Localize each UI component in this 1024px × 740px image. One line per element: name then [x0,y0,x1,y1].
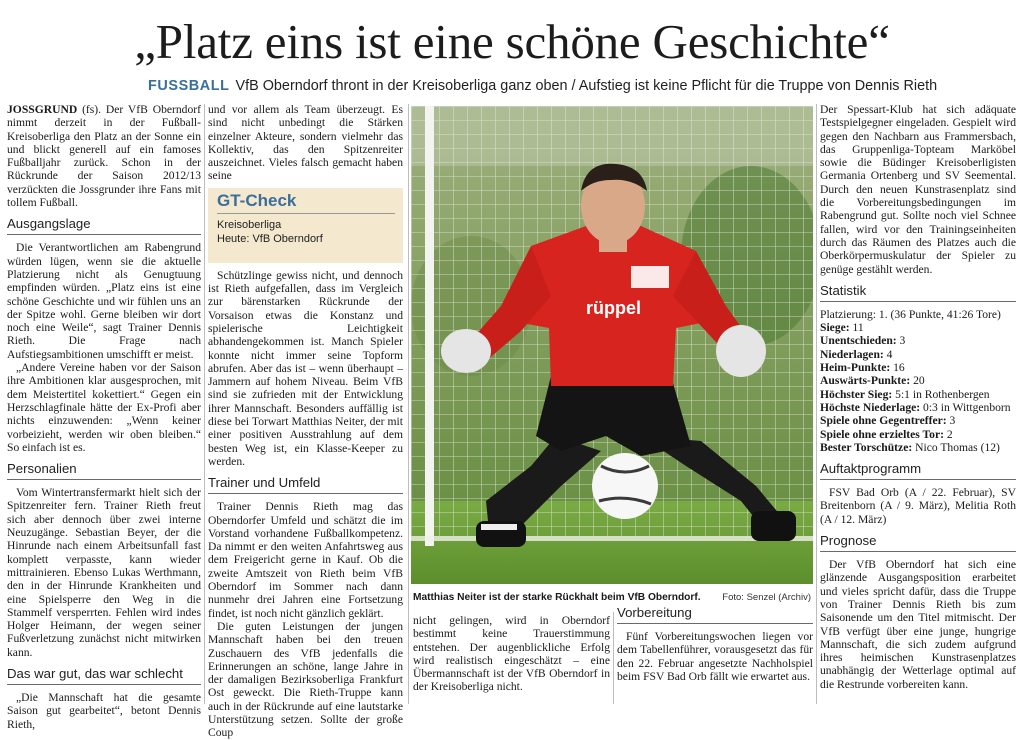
subline-text: VfB Oberndorf thront in der Kreisoberliga ganz oben / Aufstieg ist keine Pflicht für die Truppe von Dennis Rieth [235,78,938,94]
stat-value: 1. (36 Punkte, 41:26 Tore) [876,307,1001,321]
stat-label: Heim-Punkte: [820,361,891,375]
stat-label: Niederlagen: [820,347,884,361]
subline [148,77,937,95]
paragraph: Fünf Vorbereitungswochen liegen vor dem Tabellenführer, vorausgesetzt das für den 22. Februar angesetzte Nachholspiel beim FSV Bad Orb fällt wie erwartet aus. [617,630,813,683]
stat-label: Bester Torschütze: [820,440,913,454]
stat-value: 3 [896,334,906,348]
stat-row [820,374,1016,387]
paragraph: Die guten Leistungen der jungen Mannschaft haben bei den treuen Zuschauern des VfB jedenfalls die Erinnerungen an schöne, lange Jahre in der damaligen Bezirksoberliga Frankfurt Ost geweckt. Die Rieth-Truppe kann auch in der Rückrunde auf eine lautstarke Unterstützung setzen. Sollte der große Coup [208,619,403,740]
goalkeeper-photo [411,106,813,584]
column-1 [7,103,201,731]
section-heading-statistik: Statistik [820,283,1016,302]
statistics-list [820,308,1016,454]
stat-label: Unentschieden: [820,334,897,348]
paragraph: und vor allem als Team überzeugt. Es sind nicht unbedingt die Stärken einzelner Akteure, sondern vielmehr das Kollektiv, das den Spitzenreiter auszeichnet. Vieles falsch gemacht haben seine [208,103,403,183]
column-3b [617,605,813,683]
stat-row [820,348,1016,361]
paragraph: Vom Wintertransfermarkt hielt sich der Spitzenreiter fern. Trainer Rieth freut sich aber dennoch über zwei interne Neuzugänge. Sebastian Beyer, der die Hinrunde nach einem Arbeitsunfall fast komplett verpasste, kann wieder mittrainieren. Ebenso Lukas Werthmann, den in der Hinrunde Krankheiten und eine Spielsperre den Weg in die Stammelf versperrten. Fehlen wird indes Holger Heimann, der wegen seiner Fußverletzung zunächst nicht mitwirken kann. [7,486,201,659]
column-4 [820,103,1016,691]
photo-illustration [411,106,813,584]
stat-value: 16 [890,361,905,375]
stat-value: 0:3 in Wittgenborn [920,400,1011,414]
paragraph: FSV Bad Orb (A / 22. Februar), SV Breitenborn (A / 9. März), Melitia Roth (A / 12. März) [820,486,1016,526]
stat-value: Nico Thomas (12) [912,440,1000,454]
stat-value: 4 [883,347,893,361]
stat-row [820,401,1016,414]
stat-label: Auswärts-Punkte: [820,374,911,388]
stat-value: 3 [946,414,956,428]
dateline: JOSSGRUND [7,103,78,116]
stat-value: 5:1 in Rothenbergen [892,387,990,401]
section-heading-prognose: Prognose [820,533,1016,552]
stat-row [820,334,1016,347]
intro-paragraph [7,103,201,209]
stat-row [820,308,1016,321]
stat-label: Spiele ohne erzieltes Tor: [820,427,944,441]
stat-label: Platzierung: [820,307,877,321]
kicker: FUSSBALL [148,78,230,94]
stat-value: 2 [943,427,953,441]
paragraph: Der VfB Oberndorf hat sich eine glänzende Ausgangsposition erarbeitet und vieles spricht dafür, dass die Truppe von Trainer Dennis Rieth bis zum Saisonende um den Titel mitmischt. Der VfB verfügt über eine junge, hungrige Mannschaft, die sich zudem aufgrund ihres heimischen Kunstrasenplatzes unabhängig der Wetterlage optimal auf die Restrunde vorbereiten kann. [820,558,1016,691]
stat-value: 20 [910,374,925,388]
photo-credit: Foto: Senzel (Archiv) [722,592,811,603]
column-3 [413,614,610,694]
headline: „Platz eins ist eine schöne Geschichte“ [134,14,890,69]
column-divider [204,104,205,704]
stat-label: Spiele ohne Gegentreffer: [820,414,947,428]
paragraph: „Die Mannschaft hat die gesamte Saison gut gearbeitet“, betont Dennis Rieth, [7,690,201,731]
column-2 [208,103,403,740]
stat-label: Höchste Niederlage: [820,400,921,414]
section-heading-personalien: Personalien [7,461,201,480]
gt-check-subject: Heute: VfB Oberndorf [217,233,323,246]
jersey-sponsor: rüppel [586,298,642,318]
column-divider [816,104,817,704]
stat-row [820,414,1016,427]
stat-label: Siege: [820,321,850,335]
section-heading-auftaktprogramm: Auftaktprogramm [820,461,1016,480]
section-heading-trainer-umfeld: Trainer und Umfeld [208,475,403,494]
photo-caption: Matthias Neiter ist der starke Rückhalt beim VfB Oberndorf. [413,592,701,603]
stat-label: Höchster Sieg: [820,387,893,401]
gt-check-league: Kreisoberliga [217,219,282,232]
stat-row [820,428,1016,441]
paragraph: Die Verantwortlichen am Rabengrund würden lügen, wenn sie die aktuelle Platzierung nicht als Genugtuung empfinden würden. „Platz eins ist eine schöne Geschichte und wir fühlen uns an der Spitze wohl. Gerne bleiben wir dort noch eine Weile“, sagt Trainer Dennis Rieth. Die Frage nach Aufstiegsambitionen umschifft er meist. [7,241,201,361]
paragraph: „Andere Vereine haben vor der Saison ihre Ambitionen klar ausgesprochen, mit dem Meistertitel kokettiert.“ Gegen ein Herzschlagfinale hätte der Ex-Profi aber nichts einzuwenden: „Wenn keiner vorbeizieht, werden wir oben bleiben.“ So einfach ist es. [7,361,201,454]
paragraph: Schützlinge gewiss nicht, und dennoch ist Rieth aufgefallen, dass im Vergleich zur bärenstarken Rückrunde der Vorsaison etwas die Konstanz und spielerische Leichtigkeit abhandengekommen ist. Manch Spieler konnte nicht immer seine Topform abrufen. Aber das ist – wenn überhaupt – Jammern auf hohem Niveau. Beim VfB sind sie zufrieden mit der Entwicklung ihrer Mannschaft. Besonders auffällig ist diese bei Torwart Matthias Neiter, der mit einer positiven Ausstrahlung auf dem besten Weg ist, ein Klasse-Keeper zu werden. [208,268,403,468]
column-divider [613,612,614,704]
stat-row [820,441,1016,454]
stat-value: 11 [849,321,864,335]
gt-check-box [208,188,403,263]
paragraph: nicht gelingen, wird in Oberndorf bestimmt keine Trauerstimmung entstehen. Der augenblickliche Erfolg wird realistisch eingeschätzt – eine Übermannschaft ist der VfB Oberndorf in der Kreisoberliga nicht. [413,614,610,694]
intro-text: (fs). Der VfB Oberndorf nimmt derzeit in der Fußball-Kreisoberliga den Platz an der Sonne ein und blickt generell auf ein famoses Fußballjahr zurück. Schon in der Rückrunde der Saison 2012/13 verzückten die Jossgrunder ihre Fans mit tollem Fußball. [7,103,201,210]
section-heading-ausgangslage: Ausgangslage [7,216,201,235]
section-heading-vorbereitung: Vorbereitung [617,605,813,624]
paragraph: Der Spessart-Klub hat sich adäquate Testspielgegner eingeladen. Gespielt wird gegen den Nachbarn aus Frammersbach, das Gruppenliga-Topteam Marköbel sowie die Büdinger Kreisoberligisten Germania Ortenberg und SV Seemental. Durch den neuen Kunstrasenplatz sind die Vorbereitungsbedingungen im Rabengrund gut. Sollte noch viel Schnee fallen, wird vor den Trainingseinheiten durch das Räumen des Platzes auch die Oberkörpermuskulatur der Spieler zu genüge gestählt werden. [820,103,1016,276]
stat-row [820,321,1016,334]
section-heading-gut-schlecht: Das war gut, das war schlecht [7,666,201,685]
stat-row [820,361,1016,374]
column-divider [408,104,409,704]
gt-check-title: GT-Check [217,190,297,210]
paragraph: Trainer Dennis Rieth mag das Oberndorfer Umfeld und schätzt die im Vorstand vorhandene Fußballkompetenz. Da nimmt er den weiten Anfahrtsweg aus dem Freigericht gerne in Kauf. Ob die zweite Amtszeit von Rieth beim VfB Oberndorf im Sommer nach dann nunmehr drei Jahren eine Fortsetzung findet, ist noch nicht gänzlich geklärt. [208,500,403,620]
stat-row [820,388,1016,401]
photo-caption-bar [413,591,811,604]
